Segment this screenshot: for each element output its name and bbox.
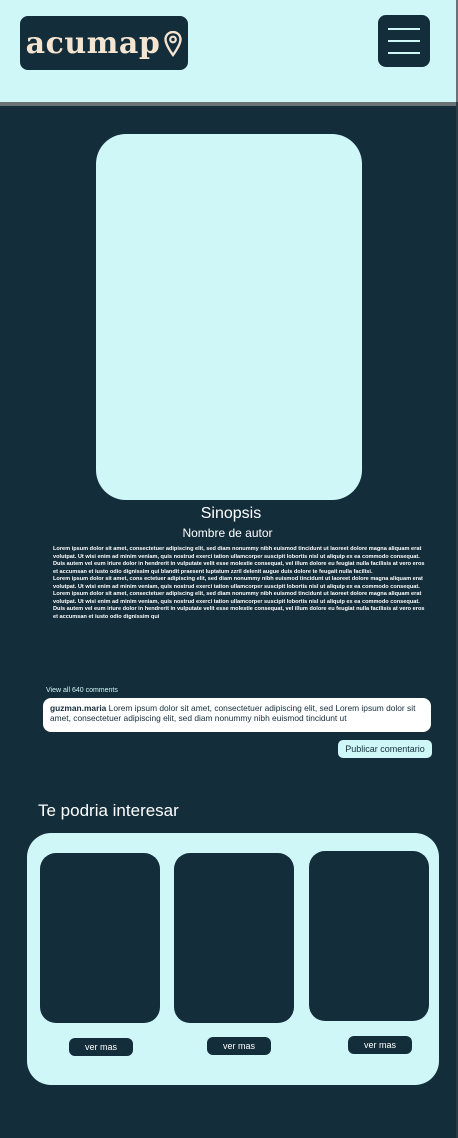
comment-text: Lorem ipsum dolor sit amet, consectetuer adipiscing elit, sed Lorem ipsum dolor sit amet, consectetuer adipiscing elit, sed diam nonummy nibh euismod tincidunt ut — [50, 703, 416, 723]
synopsis-paragraph: Lorem ipsum dolor sit amet, consectetuer adipiscing elit, sed diam nonummy nibh euismod tincidunt ut laoreet dolore magna aliquam erat volutpat. Ut wisi enim ad minim veniam, quis nostrud exerci tation ullamcorper suscipit lobortis nisl ut aliquip ex ea commodo consequat. Duis autem vel eum iriure dolor in hendrerit in vulputate velit esse molestie consequat, vel illum dolore eu feugiat nulla facilisis at vero eros et accumsan et iusto odio dignissim qui — [53, 591, 425, 620]
location-pin-icon — [164, 31, 182, 57]
synopsis-paragraph: Lorem ipsum dolor sit amet, consectetuer adipiscing elit, sed diam nonummy nibh euismod tincidunt ut laoreet dolore magna aliquam erat volutpat. Ut wisi enim ad minim veniam, quis nostrud exerci tation ullamcorper suscipit lobortis nisl ut aliquip ex ea commodo consequat. Duis autem vel eum iriure dolor in hendrerit in vulputate velit esse molestie consequat, vel illum dolore eu feugiat nulla facilisis at vero eros et accumsan et iusto odio dignissim qui blandit praesent luptatum zzril delenit augue duis dolore te feugait nulla facilisi. — [53, 546, 425, 575]
logo-text: acumap — [25, 25, 161, 61]
menu-line — [388, 28, 420, 30]
recommendation-card[interactable] — [309, 851, 429, 1021]
comment-body — [50, 703, 422, 723]
recommendations-title: Te podria interesar — [38, 801, 179, 820]
book-synopsis — [53, 546, 425, 621]
recommendation-card[interactable] — [40, 853, 160, 1023]
book-title: Sinopsis — [200, 505, 262, 522]
view-all-comments-link[interactable]: View all 640 comments — [46, 687, 118, 694]
recommendation-card[interactable] — [174, 853, 294, 1023]
comment-item — [43, 698, 431, 732]
publish-comment-button[interactable]: Publicar comentario — [338, 740, 432, 758]
comment-username[interactable]: guzman.maria — [50, 703, 107, 713]
hamburger-menu-icon[interactable] — [378, 15, 430, 67]
synopsis-paragraph: Lorem ipsum dolor sit amet, cons ectetuer adipiscing elit, sed diam nonummy nibh euismod tincidunt ut laoreet dolore magna aliquam erat volutpat. Ut wisi enim ad minim veniam, quis nostrud exerci tation ullamcorper suscipit lobortis nisl ut aliquip ex ea commodo consequat. — [53, 576, 423, 590]
see-more-button[interactable]: ver mas — [69, 1038, 133, 1056]
menu-line — [388, 40, 420, 42]
menu-line — [388, 52, 420, 54]
app-logo[interactable] — [20, 16, 188, 70]
see-more-button[interactable]: ver mas — [207, 1037, 271, 1055]
recommendations-panel — [27, 833, 439, 1085]
book-cover-image — [96, 134, 362, 500]
see-more-button[interactable]: ver mas — [348, 1036, 412, 1054]
top-bar — [0, 0, 458, 106]
book-author: Nombre de autor — [182, 526, 273, 540]
